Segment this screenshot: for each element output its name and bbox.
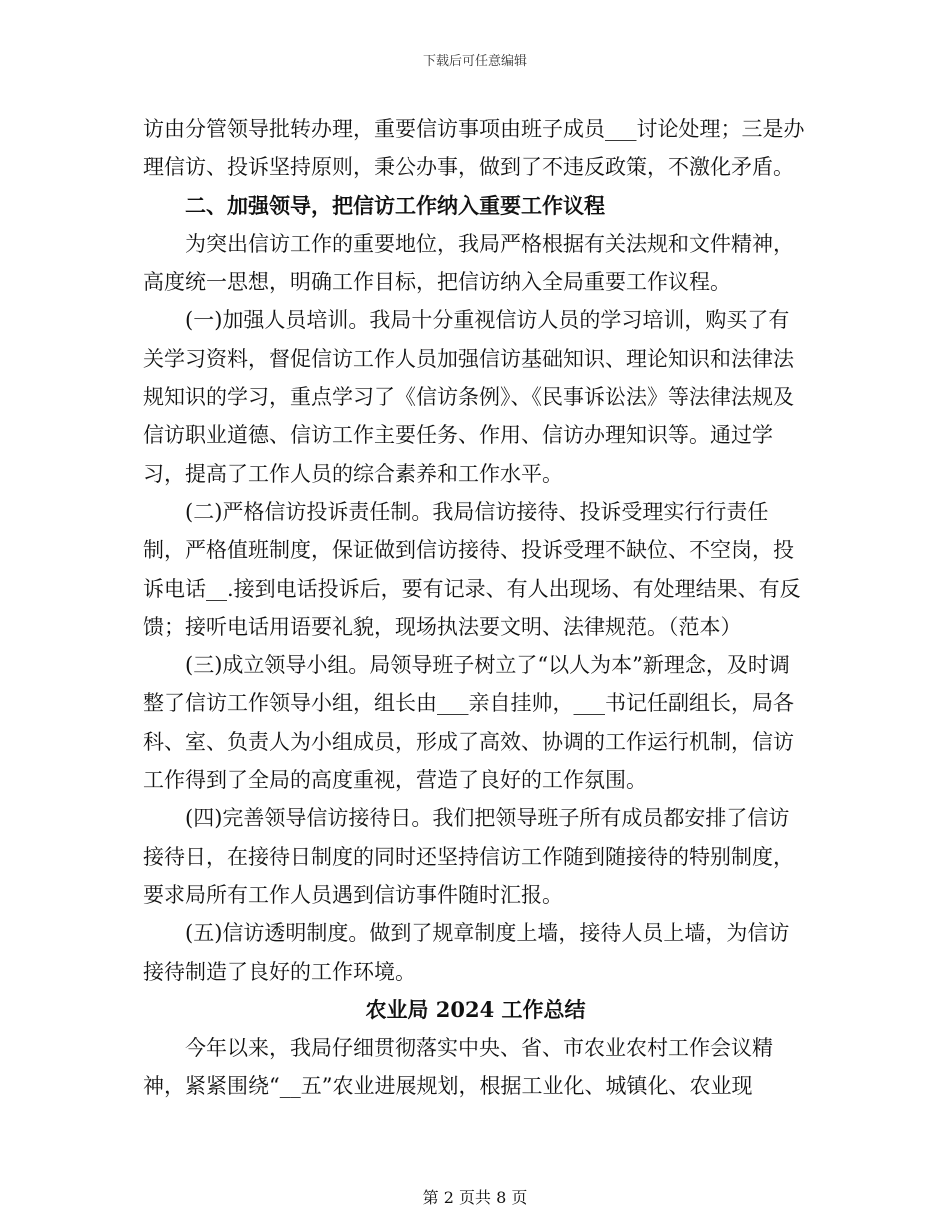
- page-footer: 第 2 页共 8 页: [422, 1188, 528, 1207]
- paragraph: 今年以来，我局仔细贯彻落实中央、省、市农业农村工作会议精神，紧紧围绕“__五”农业进展规划，根据工业化、城镇化、农业现: [143, 1036, 773, 1099]
- paragraph: (四)完善领导信访接待日。我们把领导班子所有成员都安排了信访接待日，在接待日制度的同时还坚持信访工作随到随接待的特别制度，要求局所有工作人员遇到信访事件随时汇报。: [143, 806, 794, 907]
- paragraph-continuation: 访由分管领导批转办理，重要信访事项由班子成员___讨论处理；三是办理信访、投诉坚持原则，秉公办事，做到了不违反政策，不激化矛盾。: [143, 117, 805, 180]
- paragraph: (二)严格信访投诉责任制。我局信访接待、投诉受理实行行责任制，严格值班制度，保证做到信访接待、投诉受理不缺位、不空岗，投诉电话__.接到电话投诉后，要有记录、有人出现场、有处理结果、有反馈；接听电话用语要礼貌，现场执法要文明、法律规范。（范本）: [143, 499, 801, 639]
- page-header: 下载后可任意编辑: [422, 54, 527, 69]
- paragraph: (五)信访透明制度。做到了规章制度上墙，接待人员上墙，为信访接待制造了良好的工作环境。: [143, 921, 790, 984]
- document-title: 农业局 2024 工作总结: [365, 996, 586, 1022]
- paragraph: (三)成立领导小组。局领导班子树立了“以人为本”新理念，及时调整了信访工作领导小组，组长由___亲自挂帅，___书记任副组长，局各科、室、负责人为小组成员，形成了高效、协调的工作运行机制，信访工作得到了全局的高度重视，营造了良好的工作氛围。: [143, 653, 794, 793]
- paragraph: 为突出信访工作的重要地位，我局严格根据有关法规和文件精神，高度统一思想，明确工作目标，把信访纳入全局重要工作议程。: [143, 231, 794, 295]
- document-body: [143, 110, 808, 1106]
- paragraph: (一)加强人员培训。我局十分重视信访人员的学习培训，购买了有关学习资料，督促信访工作人员加强信访基础知识、理论知识和法律法规知识的学习，重点学习了《信访条例》、《民事诉讼法》等法律法规及信访职业道德、信访工作主要任务、作用、信访办理知识等。通过学习，提高了工作人员的综合素养和工作水平。: [143, 308, 794, 486]
- section-heading: 二、加强领导，把信访工作纳入重要工作议程: [185, 192, 605, 218]
